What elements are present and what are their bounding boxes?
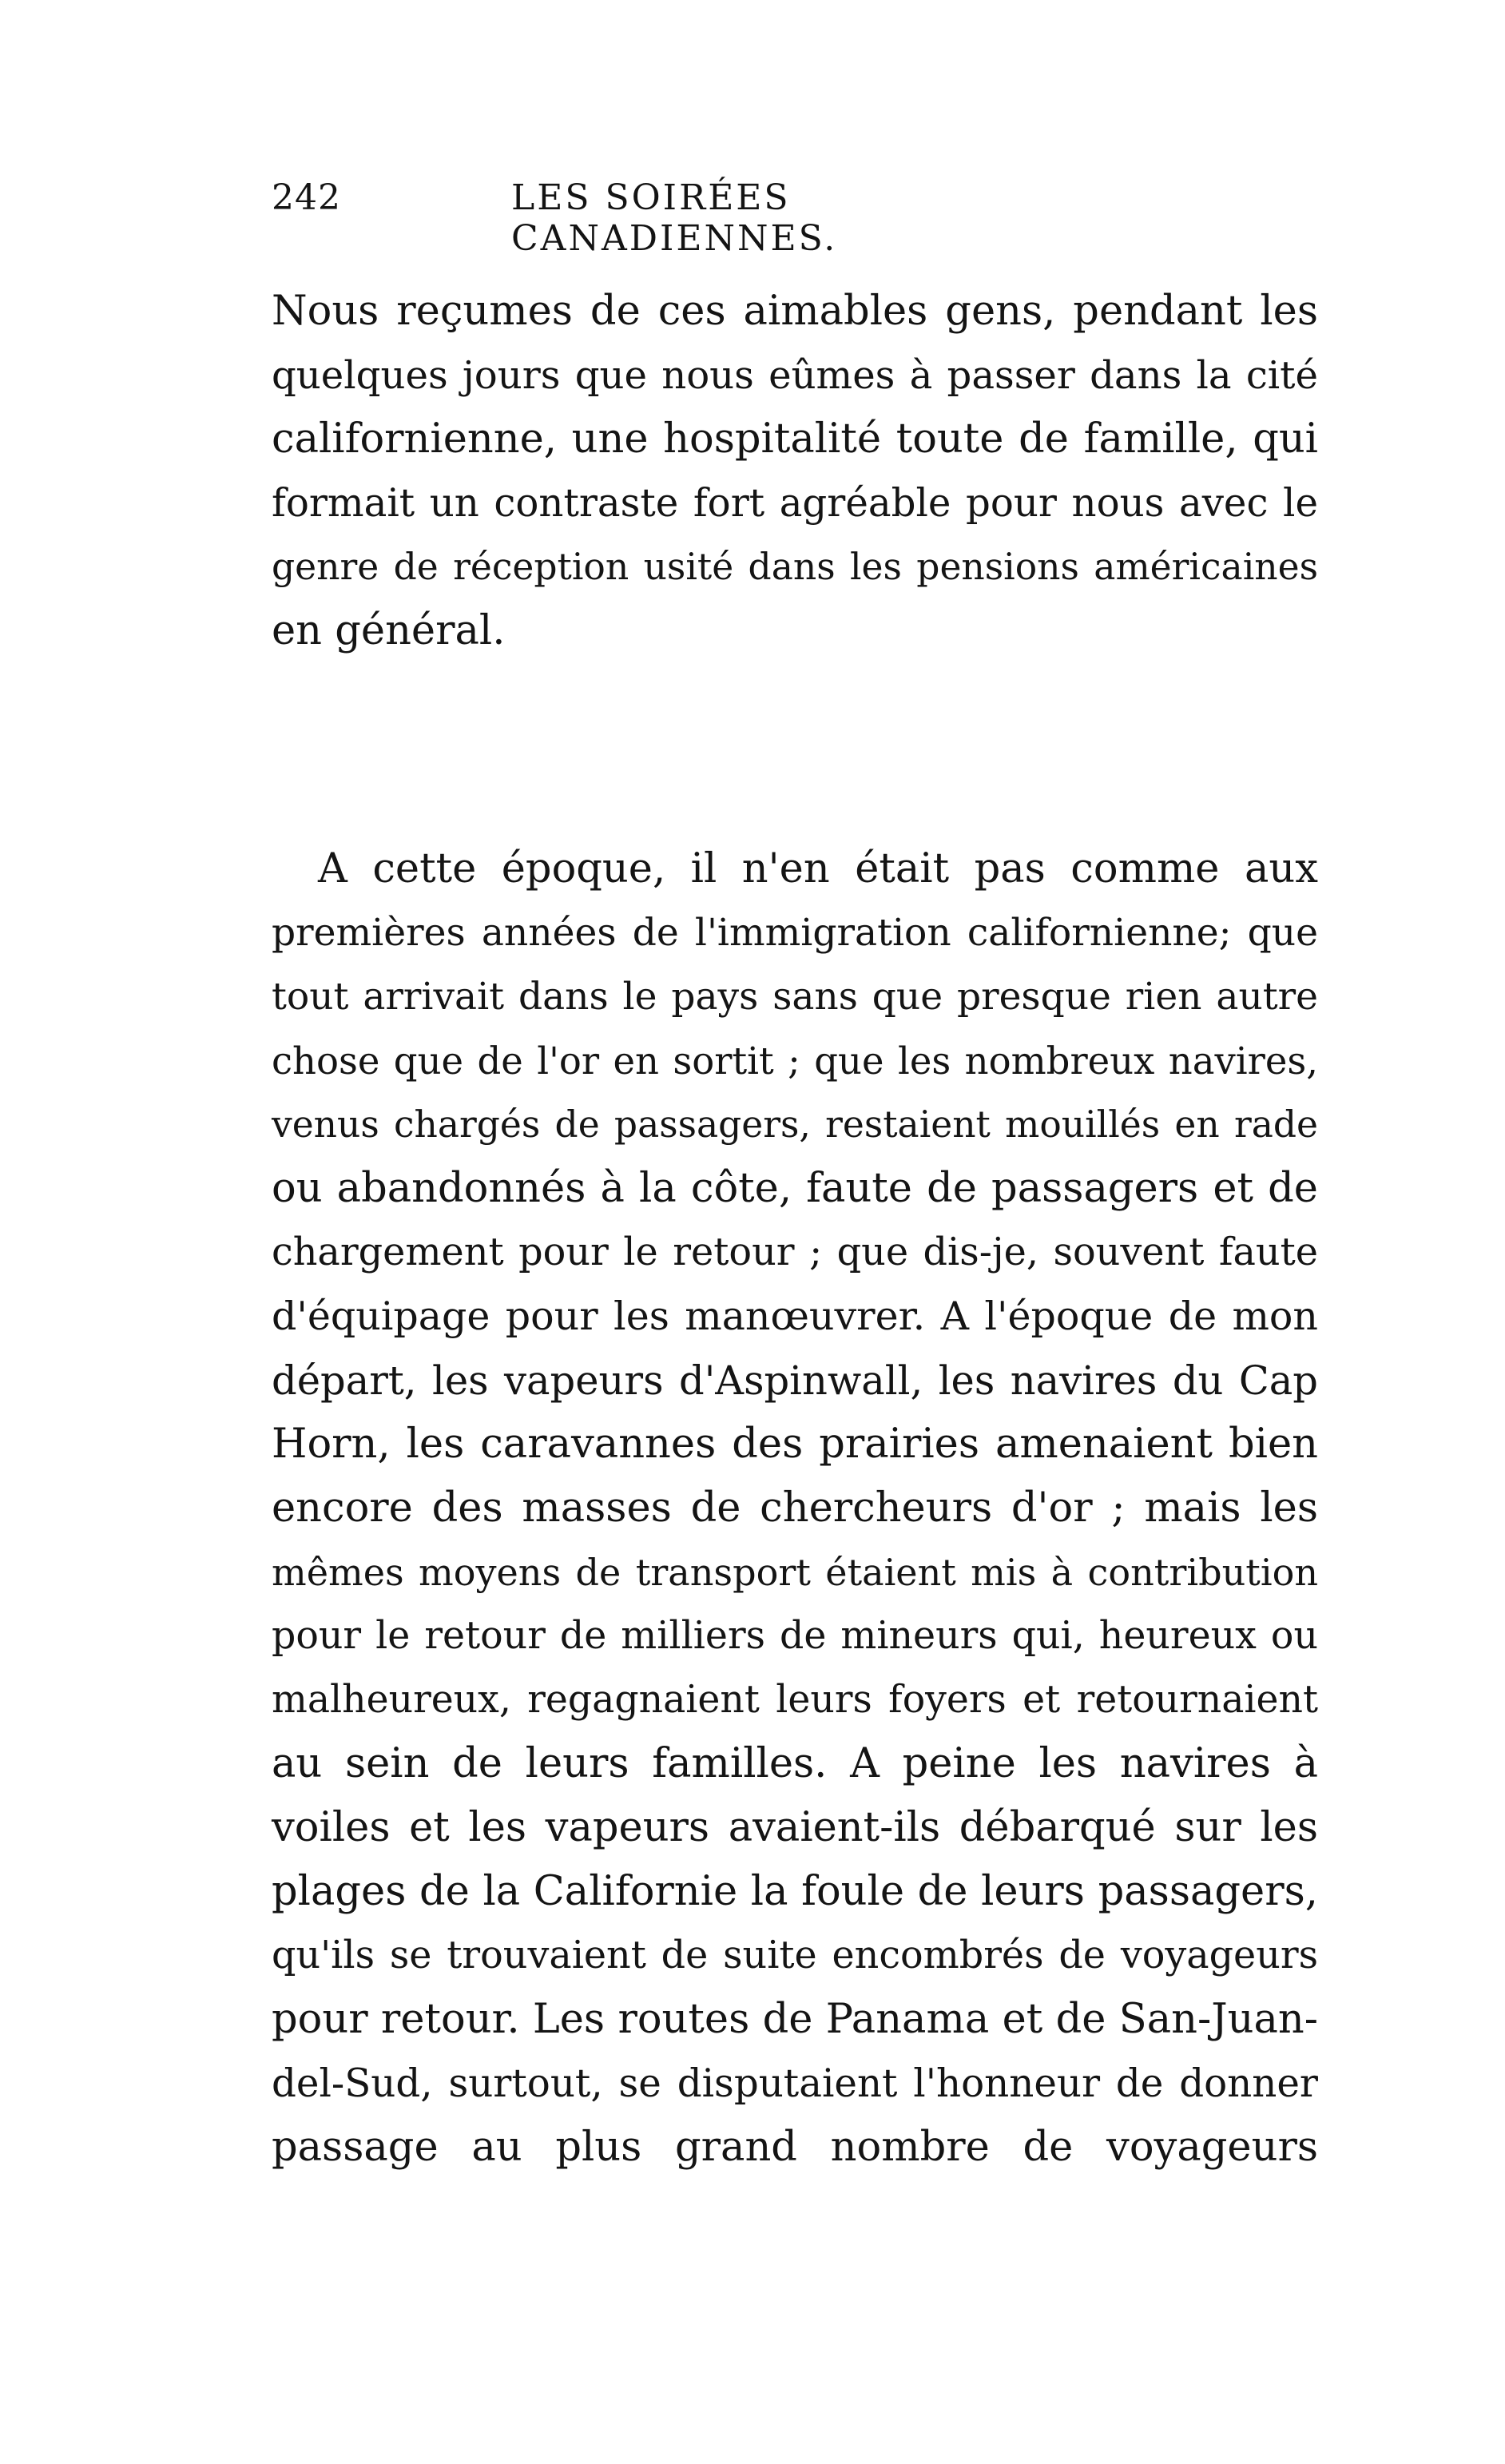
paragraph-line: Horn, les caravannes des prairies amenaient bien [272, 1421, 1318, 1468]
paragraph-line: au sein de leurs familles. A peine les navires à [272, 1740, 1318, 1787]
paragraph-line: voiles et les vapeurs avaient-ils débarqué sur les [272, 1804, 1318, 1851]
paragraph-line: passage au plus grand nombre de voyageurs [272, 2124, 1318, 2171]
paragraph-line: départ, les vapeurs d'Aspinwall, les navires du Cap [272, 1357, 1318, 1404]
paragraph-line: tout arrivait dans le pays sans que presque rien autre [272, 975, 1318, 1019]
paragraph-line: pour retour. Les routes de Panama et de San-Juan- [272, 1996, 1318, 2043]
page-number: 242 [272, 177, 341, 218]
paragraph-1 [272, 280, 1318, 663]
paragraph-line: Nous reçumes de ces aimables gens, pendant les [272, 288, 1318, 335]
paragraph-line: encore des masses de chercheurs d'or ; mais les [272, 1484, 1318, 1532]
running-title: LES SOIRÉES CANADIENNES. [511, 177, 838, 259]
paragraph-line: chose que de l'or en sortit ; que les nombreux navires, [272, 1039, 1318, 1083]
paragraph-line: californienne, une hospitalité toute de famille, qui [272, 415, 1318, 463]
paragraph-2 [272, 837, 1318, 2180]
paragraph-line: A cette époque, il n'en était pas comme aux [318, 845, 1318, 892]
paragraph-line: formait un contraste fort agréable pour nous avec le [272, 481, 1318, 526]
paragraph-line: genre de réception usité dans les pensions américaines [272, 546, 1318, 588]
paragraph-line: del-Sud, surtout, se disputaient l'honneur de donner [272, 2061, 1318, 2106]
paragraph-line: ou abandonnés à la côte, faute de passagers et de [272, 1165, 1318, 1212]
paragraph-line: d'équipage pour les manœuvrer. A l'époque de mon [272, 1294, 1318, 1339]
paragraph-line: malheureux, regagnaient leurs foyers et retournaient [272, 1678, 1318, 1722]
paragraph-line: mêmes moyens de transport étaient mis à contribution [272, 1551, 1318, 1594]
paragraph-line: quelques jours que nous eûmes à passer dans la cité [272, 353, 1318, 398]
paragraph-line: venus chargés de passagers, restaient mouillés en rade [272, 1103, 1318, 1146]
paragraph-line: en général. [272, 607, 506, 654]
paragraph-line: premières années de l'immigration californienne; que [272, 911, 1318, 955]
paragraph-line: plages de la Californie la foule de leurs passagers, [272, 1868, 1318, 1915]
running-head [272, 177, 1088, 259]
paragraph-line: chargement pour le retour ; que dis-je, souvent faute [272, 1230, 1318, 1274]
paragraph-line: pour le retour de milliers de mineurs qui, heureux ou [272, 1614, 1318, 1658]
paragraph-line: qu'ils se trouvaient de suite encombrés de voyageurs [272, 1933, 1318, 1977]
